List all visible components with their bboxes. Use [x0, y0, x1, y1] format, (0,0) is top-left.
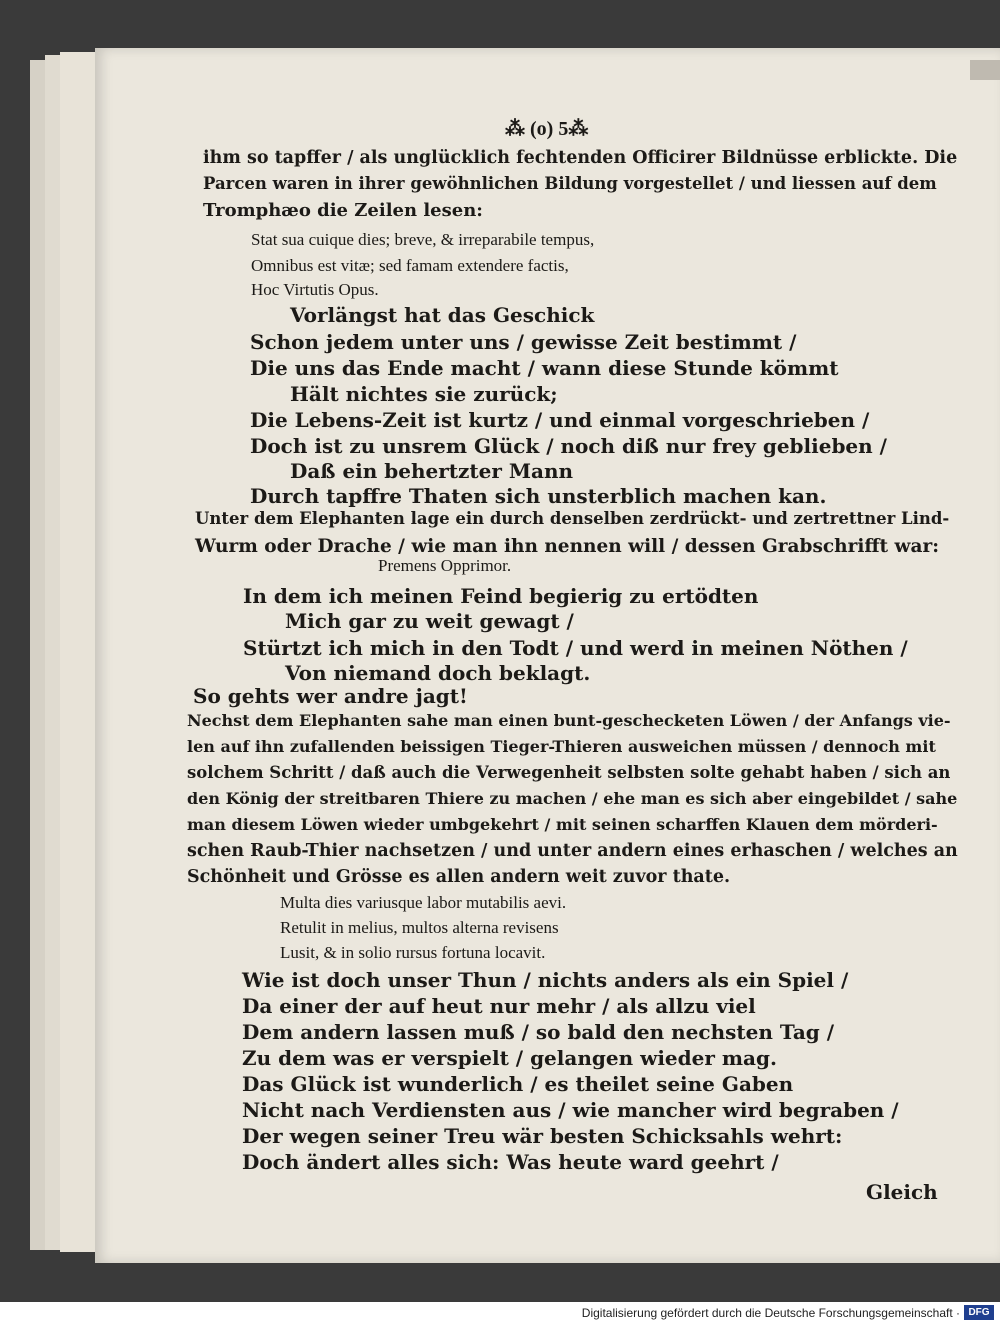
poem-line: In dem ich meinen Feind begierig zu ertödten: [243, 584, 759, 608]
text-line: solchem Schritt / daß auch die Verwegenheit selbsten solte gehabt haben / sich an: [187, 763, 951, 782]
latin-line: Stat sua cuique dies; breve, & irreparabile tempus,: [251, 230, 595, 249]
latin-line: Hoc Virtutis Opus.: [251, 280, 379, 299]
text-line: schen Raub-Thier nachsetzen / und unter andern eines erhaschen / welches an: [187, 841, 958, 861]
poem-line: Stürtzt ich mich in den Todt / und werd in meinen Nöthen /: [243, 636, 908, 660]
footer-bar: [0, 1302, 1000, 1324]
poem-line: Zu dem was er verspielt / gelangen wieder mag.: [242, 1046, 777, 1070]
text-line: ihm so tapffer / als unglücklich fechtenden Officirer Bildnüsse erblickte. Die: [203, 148, 958, 168]
poem-line: Doch ändert alles sich: Was heute ward geehrt /: [242, 1150, 779, 1174]
poem-line: Die uns das Ende macht / wann diese Stunde kömmt: [250, 356, 839, 380]
latin-line: Omnibus est vitæ; sed famam extendere factis,: [251, 256, 569, 275]
funding-note: Digitalisierung gefördert durch die Deutsche Forschungsgemeinschaft ·: [581, 1306, 960, 1320]
poem-line: Durch tapffre Thaten sich unsterblich machen kan.: [250, 484, 827, 508]
text-line: Tromphæo die Zeilen lesen:: [203, 200, 483, 221]
poem-line: Die Lebens-Zeit ist kurtz / und einmal vorgeschrieben /: [250, 408, 870, 432]
poem-line: Mich gar zu weit gewagt /: [285, 609, 574, 633]
page-header: ⁂ (o) 5⁂: [505, 118, 589, 140]
dfg-logo: DFG: [964, 1305, 994, 1320]
latin-line: Lusit, & in solio rursus fortuna locavit.: [280, 943, 546, 962]
catchword: Gleich: [866, 1180, 938, 1204]
text-line: Parcen waren in ihrer gewöhnlichen Bildung vorgestellet / und liessen auf dem: [203, 174, 937, 193]
poem-line: Das Glück ist wunderlich / es theilet seine Gaben: [242, 1072, 794, 1096]
text-line: Unter dem Elephanten lage ein durch denselben zerdrückt- und zertrettner Lind-: [195, 509, 950, 528]
poem-line: Von niemand doch beklagt.: [285, 661, 591, 685]
poem-line: Nicht nach Verdiensten aus / wie mancher wird begraben /: [242, 1098, 899, 1122]
text-line: Schönheit und Grösse es allen andern weit zuvor thate.: [187, 867, 731, 887]
text-line: den König der streitbaren Thiere zu machen / ehe man es sich aber eingebildet / sahe: [187, 789, 958, 808]
poem-line: Da einer der auf heut nur mehr / als allzu viel: [242, 994, 756, 1018]
poem-line: Hält nichtes sie zurück;: [290, 382, 558, 406]
poem-line: Daß ein behertzter Mann: [290, 459, 574, 483]
poem-line: Vorlängst hat das Geschick: [290, 303, 595, 327]
latin-line: Retulit in melius, multos alterna revisens: [280, 918, 559, 937]
poem-line: So gehts wer andre jagt!: [193, 684, 468, 708]
poem-line: Dem andern lassen muß / so bald den nechsten Tag /: [242, 1020, 835, 1044]
latin-line: Multa dies variusque labor mutabilis aevi.: [280, 893, 567, 912]
text-line: Nechst dem Elephanten sahe man einen bunt-geschecketen Löwen / der Anfangs vie-: [187, 711, 951, 730]
text-line: Wurm oder Drache / wie man ihn nennen will / dessen Grabschrifft war:: [195, 536, 940, 557]
poem-line: Wie ist doch unser Thun / nichts anders als ein Spiel /: [242, 968, 849, 992]
poem-line: Schon jedem unter uns / gewisse Zeit bestimmt /: [250, 330, 797, 354]
poem-line: Doch ist zu unsrem Glück / noch diß nur frey geblieben /: [250, 434, 887, 458]
text-line: len auf ihn zufallenden beissigen Tieger-Thieren ausweichen müssen / dennoch mit: [187, 737, 936, 756]
poem-line: Der wegen seiner Treu wär besten Schicksahls wehrt:: [242, 1124, 843, 1148]
latin-line: Premens Opprimor.: [378, 556, 512, 575]
text-line: man diesem Löwen wieder umbgekehrt / mit seinen scharffen Klauen dem mörderi-: [187, 815, 938, 834]
